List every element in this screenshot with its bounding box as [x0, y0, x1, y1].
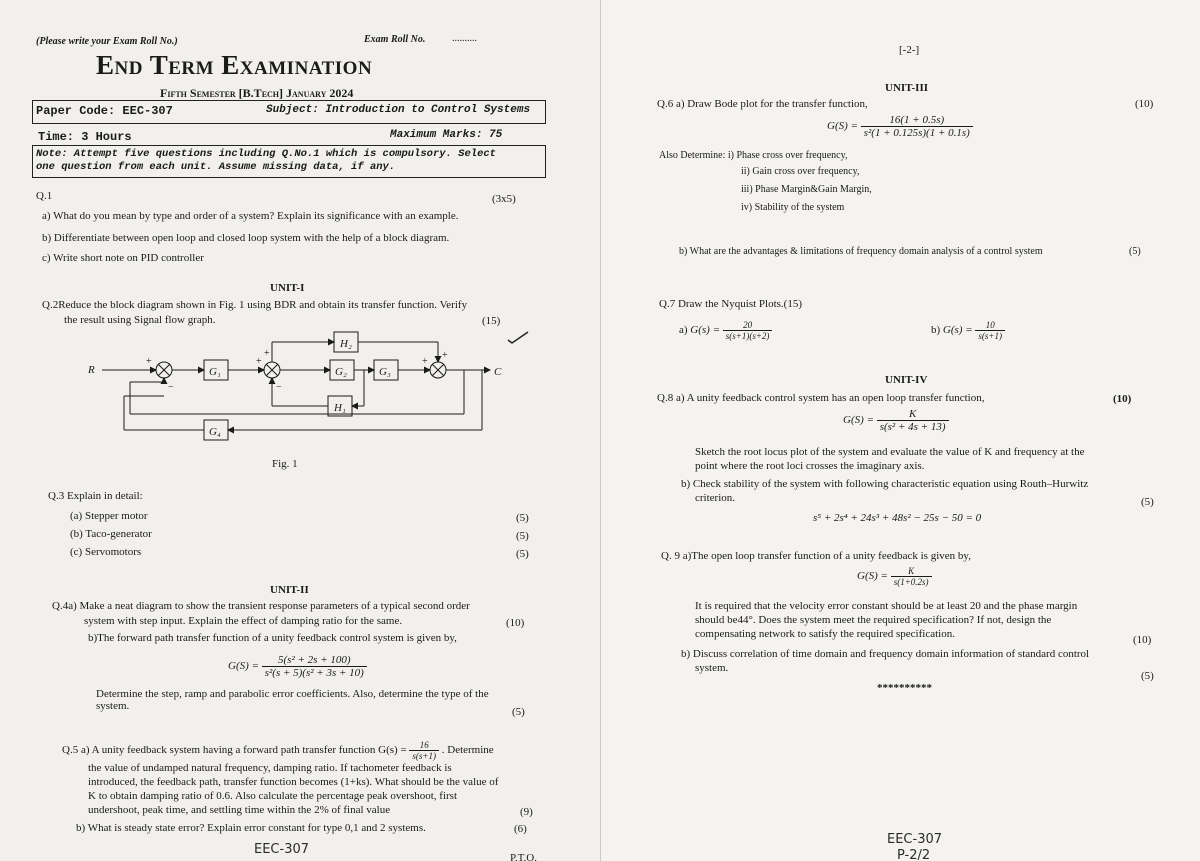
q6-fraction	[861, 114, 973, 139]
q3-a: (a) Stepper motor	[70, 510, 148, 522]
q8b-marks: (5)	[1141, 496, 1154, 508]
q8b-line-1: b) Check stability of the system with following characteristic equation using Routh–Hurwitz	[681, 478, 1089, 490]
unit-3-heading: UNIT-III	[885, 82, 929, 94]
g1-label: G₁	[209, 366, 221, 378]
q2-line-2: the result using Signal flow graph.	[64, 314, 216, 326]
block-diagram	[80, 326, 540, 450]
note-line-1: Note: Attempt five questions including Q.No.1 which is compulsory. Select	[36, 148, 496, 160]
q9a: Q. 9 a)The open loop transfer function of a unity feedback is given by,	[661, 550, 971, 562]
q8a: Q.8 a) A unity feedback control system has an open loop transfer function,	[657, 392, 985, 404]
q5a-denominator: s(s+1)	[412, 751, 436, 761]
q4b-equation	[228, 654, 367, 679]
q5a-line-4: K to obtain damping ratio of 0.6. Also calculate the percentage peak overshoot, first	[88, 790, 457, 802]
sign-plus-3: +	[264, 348, 270, 359]
sign-plus-2: +	[256, 356, 262, 367]
q6b: b) What are the advantages & limitations of frequency domain analysis of a control system	[679, 246, 1043, 257]
roll-instruction: (Please write your Exam Roll No.)	[36, 36, 178, 47]
session-line: Fifth Semester [B.Tech] January 2024	[160, 86, 354, 100]
q1-b: b) Differentiate between open loop and closed loop system with the help of a block diagram.	[42, 232, 450, 244]
q3-b-marks: (5)	[516, 530, 529, 542]
q1-label: Q.1	[36, 190, 53, 202]
sign-plus-4: +	[422, 356, 428, 367]
q5a-numerator: 16	[409, 740, 439, 751]
q5a-fraction	[409, 740, 439, 761]
q3-a-marks: (5)	[516, 512, 529, 524]
q7b-denominator: s(s+1)	[978, 331, 1002, 341]
q8-lhs: G(S) =	[843, 414, 874, 427]
unit-2-heading: UNIT-II	[270, 584, 309, 596]
q6-iv: iv) Stability of the system	[741, 202, 845, 213]
g3-label: G₃	[379, 366, 391, 378]
unit-4-heading: UNIT-IV	[885, 374, 928, 386]
q4b-line-3: system.	[96, 700, 130, 712]
page-2	[600, 0, 1200, 861]
q5a-line-2: the value of undamped natural frequency, damping ratio. If tachometer feedback is	[88, 762, 452, 774]
q7a-equation	[679, 320, 772, 341]
q6-numerator: 16(1 + 0.5s)	[861, 114, 973, 127]
q6a: Q.6 a) Draw Bode plot for the transfer function,	[657, 98, 868, 110]
q9b-line-2: system.	[695, 662, 729, 674]
g2-label: G₂	[335, 366, 347, 378]
q7a-label: a)	[679, 324, 688, 337]
diagram-input-label: R	[88, 364, 95, 376]
q9b-marks: (5)	[1141, 670, 1154, 682]
q9b-line-1: b) Discuss correlation of time domain and frequency domain information of standard control	[681, 648, 1090, 660]
q6-iii: iii) Phase Margin&Gain Margin,	[741, 184, 872, 195]
q8b-equation: s⁵ + 2s⁴ + 24s³ + 48s² − 25s − 50 = 0	[813, 512, 982, 524]
sign-minus-1: −	[168, 382, 174, 393]
time-allowed: Time: 3 Hours	[38, 130, 132, 144]
q6a-marks: (10)	[1135, 98, 1154, 110]
note-line-2: one question from each unit. Assume missing data, if any.	[36, 161, 396, 173]
q7b-equation	[931, 320, 1005, 341]
q4a-marks: (10)	[506, 617, 525, 629]
q3-c-marks: (5)	[516, 548, 529, 560]
q6-lhs: G(S) =	[827, 120, 858, 133]
sign-plus-5: +	[442, 350, 448, 361]
h2-label: H₂	[340, 338, 352, 350]
page-number: [-2-]	[899, 44, 920, 56]
g4-label: G₄	[209, 426, 221, 438]
q7b-fraction	[975, 320, 1005, 341]
q6-also: Also Determine: i) Phase cross over frequency,	[659, 150, 848, 161]
q4b-fraction	[262, 654, 367, 679]
q5a-pre: Q.5 a) A unity feedback system having a forward path transfer function G(s) =	[62, 744, 407, 757]
q9-fraction	[891, 566, 932, 587]
q6b-marks: (5)	[1129, 246, 1141, 257]
handwritten-code: EEC-307	[887, 832, 943, 847]
q2-marks: (15)	[482, 315, 501, 327]
q7b-numerator: 10	[975, 320, 1005, 331]
q4b-marks: (5)	[512, 706, 525, 718]
handwritten-page: P-2/2	[897, 848, 931, 861]
q1-c: c) Write short note on PID controller	[42, 252, 204, 264]
end-stars: **********	[877, 682, 932, 694]
q8-denominator: s(s² + 4s + 13)	[879, 421, 946, 433]
q8a-marks: (10)	[1113, 393, 1132, 405]
sign-minus-2: −	[276, 382, 282, 393]
q4b-lhs: G(S) =	[228, 660, 259, 673]
q4b-denominator: s²(s + 5)(s² + 3s + 10)	[264, 667, 364, 679]
q3-title: Q.3 Explain in detail:	[48, 490, 143, 502]
h1-label: H₁	[334, 402, 346, 414]
unit-1-heading: UNIT-I	[270, 282, 305, 294]
q5a-marks: (9)	[520, 806, 533, 818]
q5a-line-3: introduced, the feedback path, transfer function becomes (1+ks). What should be the value of	[88, 776, 499, 788]
q7: Q.7 Draw the Nyquist Plots.(15)	[659, 298, 802, 310]
footer-pto: P.T.O.	[510, 852, 537, 861]
q5a-post: . Determine	[441, 744, 494, 757]
q1-a: a) What do you mean by type and order of a system? Explain its significance with an example.	[42, 210, 459, 222]
q8-line-2: Sketch the root locus plot of the system and evaluate the value of K and frequency at the	[695, 446, 1085, 458]
q5a-line-1	[62, 740, 494, 761]
q6-ii: ii) Gain cross over frequency,	[741, 166, 860, 177]
sign-plus-1: +	[146, 356, 152, 367]
footer-handwritten-code: EEC-307	[254, 842, 310, 857]
q5b-marks: (6)	[514, 823, 527, 835]
q9-equation	[857, 566, 932, 587]
q8-numerator: K	[877, 408, 949, 421]
q6-denominator: s²(1 + 0.125s)(1 + 0.1s)	[863, 127, 970, 139]
q9-line-3: should be44°. Does the system meet the required specification? If not, design the	[695, 614, 1052, 626]
fig-caption: Fig. 1	[272, 458, 298, 470]
diagram-output-label: C	[494, 366, 502, 378]
q4a-line-1: Q.4a) Make a neat diagram to show the transient response parameters of a typical second order	[52, 600, 470, 612]
q9-denominator: s(1+0.2s)	[893, 577, 929, 587]
q9-numerator: K	[891, 566, 932, 577]
q5b: b) What is steady state error? Explain error constant for type 0,1 and 2 systems.	[76, 822, 426, 834]
q2-line-1: Q.2Reduce the block diagram shown in Fig. 1 using BDR and obtain its transfer function. Verify	[42, 299, 468, 311]
max-marks: Maximum Marks: 75	[390, 129, 503, 141]
q6-equation	[827, 114, 973, 139]
exam-roll-label: Exam Roll No.	[364, 34, 426, 45]
exam-roll-blank: ..........	[452, 33, 477, 44]
subject: Subject: Introduction to Control Systems	[266, 104, 531, 116]
q4b-line-1: b)The forward path transfer function of a unity feedback control system is given by,	[88, 632, 457, 644]
q7a-denominator: s(s+1)(s+2)	[725, 331, 770, 341]
q8-line-3: point where the root loci crosses the imaginary axis.	[695, 460, 925, 472]
q9-lhs: G(S) =	[857, 570, 888, 583]
q7a-lhs: G(s) =	[690, 324, 721, 337]
q9-line-4: compensating network to satisfy the required specification.	[695, 628, 955, 640]
q9a-marks: (10)	[1133, 634, 1152, 646]
q8-equation	[843, 408, 949, 433]
q3-b: (b) Taco-generator	[70, 528, 152, 540]
q8-fraction	[877, 408, 949, 433]
q3-c: (c) Servomotors	[70, 546, 142, 558]
q5a-line-5: undershoot, peak time, and settling time within the 2% of final value	[88, 804, 391, 816]
q4a-line-2: system with step input. Explain the effect of damping ratio for the same.	[84, 615, 403, 627]
q7a-numerator: 20	[723, 320, 773, 331]
q9-line-2: It is required that the velocity error constant should be at least 20 and the phase margin	[695, 600, 1078, 612]
q7b-label: b)	[931, 324, 941, 337]
q8b-line-2: criterion.	[695, 492, 736, 504]
q4b-numerator: 5(s² + 2s + 100)	[262, 654, 367, 667]
q7b-lhs: G(s) =	[942, 324, 973, 337]
exam-title: End Term Examination	[96, 50, 373, 80]
q7a-fraction	[723, 320, 773, 341]
q1-marks: (3x5)	[492, 193, 516, 205]
paper-code: Paper Code: EEC-307	[36, 104, 173, 118]
q4b-line-2: Determine the step, ramp and parabolic error coefficients. Also, determine the type of the	[96, 688, 489, 700]
